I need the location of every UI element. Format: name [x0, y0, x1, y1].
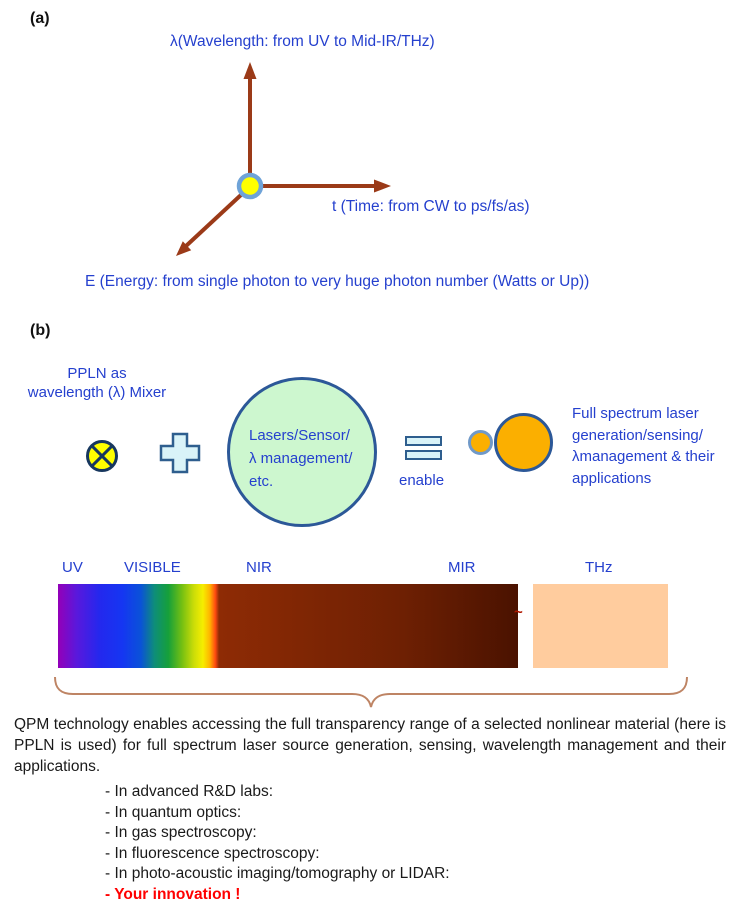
- band-label-visible: VISIBLE: [124, 559, 181, 576]
- thz-band-bar: [533, 584, 668, 668]
- applications-list: [105, 782, 450, 905]
- equals-icon: [405, 436, 442, 464]
- band-label-thz: THz: [585, 559, 613, 576]
- lasers-sensor-circle: [227, 377, 377, 527]
- equals-bar: [405, 436, 442, 446]
- big-output-circle-icon: [494, 413, 553, 472]
- small-output-circle-icon: [468, 430, 493, 455]
- lasers-circle-line: Lasers/Sensor/: [249, 424, 374, 447]
- qpm-description-paragraph: QPM technology enables accessing the full transparency range of a selected nonlinear material (here is PPLN is used) for full spectrum laser source generation, sensing, wavelength management and their applications.: [14, 714, 726, 777]
- time-axis-label: t (Time: from CW to ps/fs/as): [332, 198, 530, 216]
- energy-axis-arrow-icon: [176, 194, 242, 256]
- band-label-uv: UV: [62, 559, 83, 576]
- wavelength-mixer-icon: [84, 438, 120, 474]
- list-item: - In gas spectroscopy:: [105, 823, 450, 844]
- result-caption-line: λmanagement & their: [572, 446, 738, 468]
- mixer-caption-line: PPLN as: [12, 364, 182, 383]
- wavelength-axis-arrow-icon: [244, 62, 257, 174]
- energy-axis-label: E (Energy: from single photon to very huge photon number (Watts or Up)): [85, 273, 589, 291]
- origin-dot-icon: [239, 175, 261, 197]
- band-label-nir: NIR: [246, 559, 272, 576]
- band-label-mir: MIR: [448, 559, 476, 576]
- list-item: - In quantum optics:: [105, 803, 450, 824]
- plus-icon: [158, 431, 202, 475]
- panel-b-label: (b): [30, 322, 50, 340]
- result-caption-line: generation/sensing/: [572, 425, 738, 447]
- lasers-circle-line: λ management/: [249, 447, 374, 470]
- result-caption-line: applications: [572, 468, 738, 490]
- panel-a-label: (a): [30, 10, 50, 28]
- lasers-circle-line: etc.: [249, 470, 374, 493]
- list-item: - In photo-acoustic imaging/tomography or LIDAR:: [105, 864, 450, 885]
- result-caption-line: Full spectrum laser: [572, 403, 738, 425]
- lasers-circle-text: [230, 380, 374, 493]
- time-axis-arrow-icon: [262, 180, 391, 193]
- equals-bar: [405, 450, 442, 460]
- underbrace-icon: [52, 674, 690, 712]
- three-axes-diagram: [0, 0, 740, 310]
- wavelength-axis-label: λ(Wavelength: from UV to Mid-IR/THz): [170, 33, 435, 51]
- axis-break-symbol: ~: [514, 604, 523, 621]
- result-caption: [572, 403, 738, 489]
- your-innovation-highlight: - Your innovation !: [105, 885, 450, 905]
- mixer-caption-line: wavelength (λ) Mixer: [12, 383, 182, 402]
- mixer-caption: [12, 364, 182, 402]
- list-item: - In fluorescence spectroscopy:: [105, 844, 450, 865]
- spectrum-gradient-bar: [58, 584, 518, 668]
- list-item: - In advanced R&D labs:: [105, 782, 450, 803]
- enable-label: enable: [399, 472, 444, 489]
